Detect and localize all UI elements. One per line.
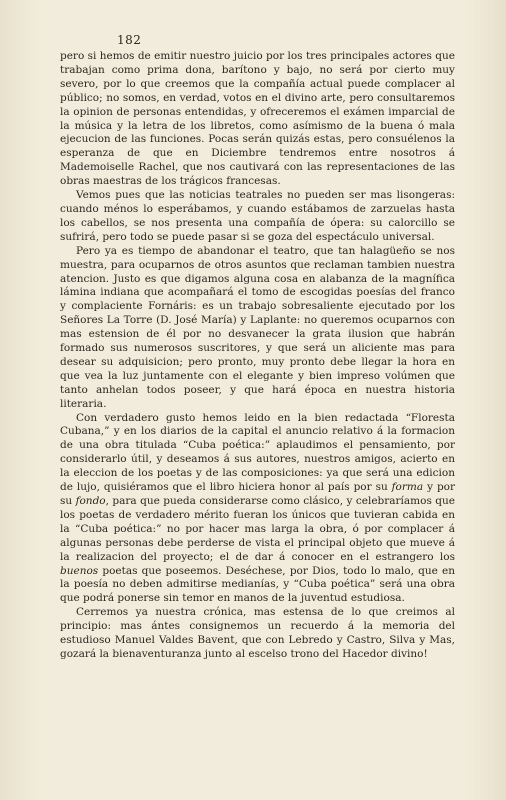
paragraph-text: pero si hemos de emitir nuestro juicio por los tres principales actores que trabajan como prima dona, barítono y bajo, no será por cierto muy severo, por lo que creemos que la compañía actual puede complacer al público; no somos, en verdad, votos en el divino arte, pero consultaremos la opinion de personas entendidas, y ofreceremos el exámen imparcial de la música y la letra de los libretos, como asímismo de la buena ó mala ejecucion de las funciones. Pocas serán quizás estas, pero consuélenos la esperanza de que en Diciembre tendremos entre nosotros á Mademoiselle Rachel, que nos cautivará con las representaciones de las obras maestras de los trágicos francesas. [60,50,455,188]
paragraph-text: Pero ya es tiempo de abandonar el teatro, que tan halagüeño se nos muestra, para ocuparnos de otros asuntos que reclaman tambien nuestra atencion. Justo es que digamos alguna cosa en alabanza de la magnífica lámina indiana que acompañará el tomo de escogidas poesías del franco y complaciente Fornáris: es un trabajo sobresaliente ejecutado por los Señores La Torre (D. José María) y Laplante: no queremos ocuparnos con mas estension de él por no desvanecer la grata ilusion que habrán formado sus numerosos suscritores, y que será un aliciente mas para desear su adquisicion; pero pronto, muy pronto debe llegar la hora en que vea la luz juntamente con el elegante y bien impreso volúmen que tanto anhelan todos poseer, y que hará época en nuestra historia literaria. [60,244,455,410]
paragraph-text: , para que pueda considerarse como clásico, y celebraríamos que los poetas de verdadero mérito fueran los únicos que tuvieran cabida en la “Cuba poética:” no por hacer mas larga la obra, ó por complacer á algunas personas debe perderse de vista el principal objeto que mueve á la realizacion del proyecto; el de dar á conocer en el estrangero los [60,495,455,563]
paragraph [60,189,455,245]
page-body [60,50,455,662]
page-number: 182 [117,33,142,47]
paragraph-text: Con verdadero gusto hemos leido en la bien redactada “Floresta Cubana,” y en los diarios de la capital el anuncio relativo á la formacion de una obra titulada “Cuba poética:” aplaudimos el pensamiento, por considerarlo útil, y deseamos á sus autores, nuestros amigos, acierto en la eleccion de los poetas y de las composiciones: ya que será una edicion de lujo, quisiéramos que el libro hiciera honor al país por su [60,411,455,494]
paragraph-text: Vemos pues que las noticias teatrales no pueden ser mas lisongeras: cuando ménos lo esperábamos, y cuando estábamos de zarzuelas hasta los cabellos, se nos presenta una compañía de ópera: su calorcillo se sufrirá, pero todo se puede pasar si se goza del espectáculo universal. [60,189,455,243]
paragraph [60,412,455,607]
paragraph [60,245,455,412]
italic-text: buenos [60,564,99,577]
paragraph [60,606,455,662]
paragraph-text: Cerremos ya nuestra crónica, mas estensa de lo que creimos al principio: mas ántes consignemos un recuerdo á la memoria del estudioso Manuel Valdes Bavent, que con Lebredo y Castro, Silva y Mas, gozará la bienaventuranza junto al escelso trono del Hacedor divino! [60,606,455,660]
paragraph [60,50,455,189]
paragraph-text: y por su [60,481,456,507]
paragraph-text: poetas que poseemos. Deséchese, por Dios, todo lo malo, que en la poesía no deben admitirse medianías, y “Cuba poética” será una obra que podrá ponerse sin temor en manos de la juventud estudiosa. [60,564,455,605]
italic-text: forma [391,481,424,494]
italic-text: fondo [75,495,106,507]
